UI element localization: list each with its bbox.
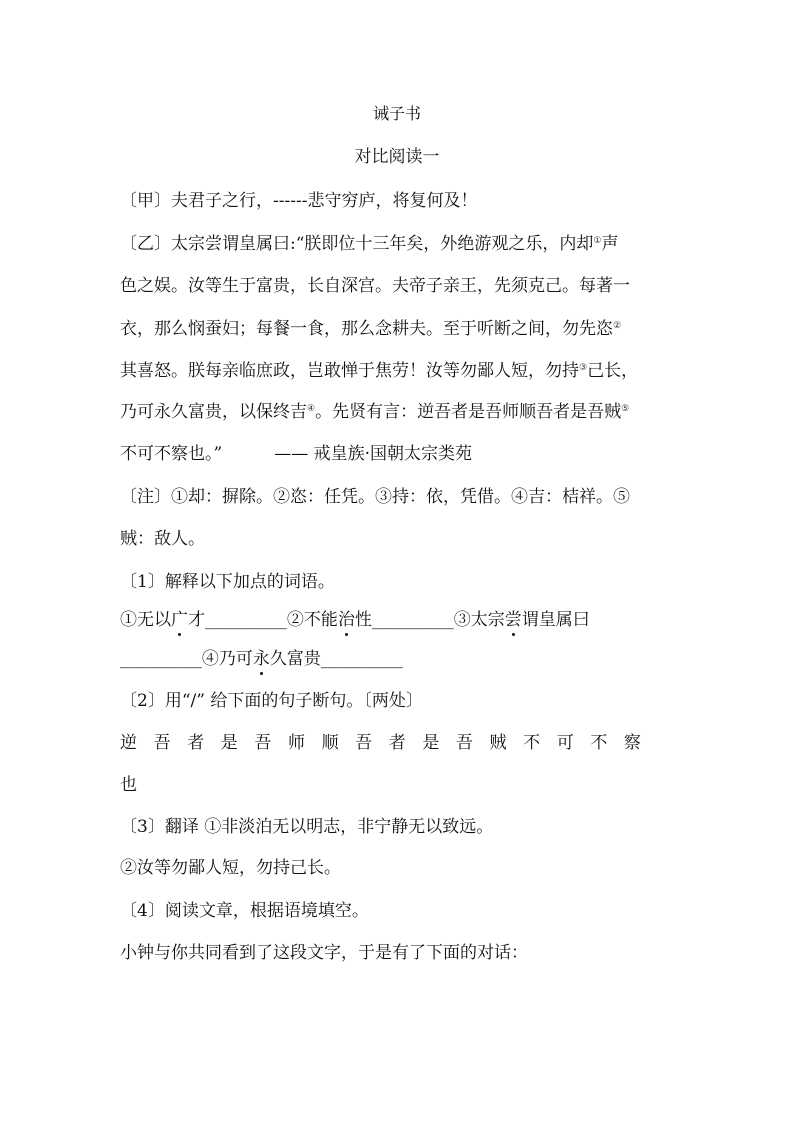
question-4-prompt: 〔4〕阅读文章，根据语境填空。 bbox=[120, 901, 369, 921]
passage-source: —— 戒皇族·国朝太宗类苑 bbox=[274, 444, 473, 464]
passage-yi-line-1 bbox=[120, 233, 619, 255]
sentence-char: 者 bbox=[187, 733, 205, 753]
q1-item-text: ④乃可 bbox=[201, 649, 253, 669]
passage-yi-line-2: 色之娱。汝等生于富贵，长自深宫。夫帝子亲王，先须克己。每著一 bbox=[120, 276, 630, 296]
sentence-char: 吾 bbox=[455, 733, 473, 753]
passage-text: 乃可永久富贵，以保终吉 bbox=[120, 402, 307, 422]
passage-yi-line-6 bbox=[120, 443, 472, 465]
passage-text: 己长， bbox=[587, 361, 639, 381]
question-1-items-line-1 bbox=[120, 609, 590, 631]
question-3-line-2: ②汝等勿鄙人短，勿持己长。 bbox=[120, 858, 341, 878]
passage-text: 衣，那么悯蚕妇；每餐一食，那么念耕夫。至于听断之间，勿先恣 bbox=[120, 319, 613, 339]
passage-text: 不可不察也。” bbox=[120, 444, 223, 464]
passage-yi-line-4 bbox=[120, 360, 638, 382]
footnote-marker: ② bbox=[613, 321, 622, 331]
question-2-sentence-end: 也 bbox=[120, 775, 137, 795]
sentence-char: 逆 bbox=[120, 733, 137, 753]
passage-text: 。先贤有言：逆吾者是吾师顺吾者是吾贼 bbox=[315, 402, 622, 422]
passage-yi-line-3 bbox=[120, 318, 621, 340]
sentence-char: 是 bbox=[422, 733, 440, 753]
dotted-word: 广 bbox=[171, 610, 188, 630]
question-2-sentence bbox=[120, 732, 658, 754]
sentence-char: 师 bbox=[287, 733, 305, 753]
q1-item-text: ①无以 bbox=[120, 610, 171, 630]
sentence-char: 吾 bbox=[153, 733, 171, 753]
footnote-marker: ④ bbox=[307, 404, 316, 414]
question-1-prompt: 〔1〕解释以下加点的词语。 bbox=[120, 572, 335, 592]
sentence-char: 顺 bbox=[321, 733, 339, 753]
sentence-char: 吾 bbox=[254, 733, 272, 753]
sentence-char: 不 bbox=[590, 733, 608, 753]
q1-item-text: 才 bbox=[188, 610, 205, 630]
sentence-char: 不 bbox=[523, 733, 541, 753]
question-4-intro: 小钟与你共同看到了这段文字，于是有了下面的对话： bbox=[120, 943, 528, 963]
question-1-items-line-2 bbox=[120, 648, 403, 670]
q1-item-text: 性 bbox=[354, 610, 372, 630]
passage-text: 其喜怒。朕每亲临庶政，岂敢惮于焦劳！汝等勿鄙人短，勿持 bbox=[120, 361, 579, 381]
page-title: 诫子书 bbox=[372, 104, 421, 123]
passage-text: 〔乙〕太宗尝谓皇属曰:“朕即位十三年矣，外绝游观之乐，内却 bbox=[120, 234, 594, 254]
answer-blank[interactable]: ________ bbox=[205, 610, 287, 630]
question-3-line-1: 〔3〕翻译 ①非淡泊无以明志，非宁静无以致远。 bbox=[120, 817, 494, 837]
answer-blank[interactable]: ________ bbox=[371, 610, 454, 630]
sentence-char: 者 bbox=[388, 733, 406, 753]
notes-line-2: 贼：敌人。 bbox=[120, 529, 205, 549]
q1-item-text: 久富贵 bbox=[269, 649, 321, 669]
sentence-char: 察 bbox=[623, 733, 641, 753]
page-subtitle: 对比阅读一 bbox=[354, 147, 440, 167]
passage-jia: 〔甲〕夫君子之行，------悲守穷庐，将复何及！ bbox=[120, 191, 478, 211]
answer-blank[interactable]: ________ bbox=[120, 649, 202, 669]
footnote-marker: ① bbox=[593, 236, 602, 246]
q1-item-text: 谓皇属曰 bbox=[521, 610, 590, 630]
passage-text: 声 bbox=[601, 234, 619, 254]
q1-item-text: ③太宗 bbox=[453, 610, 505, 630]
dotted-word: 治 bbox=[337, 610, 355, 630]
answer-blank[interactable]: ________ bbox=[320, 649, 403, 669]
dotted-word: 永 bbox=[252, 649, 270, 669]
q1-item-text: ②不能 bbox=[286, 610, 338, 630]
sentence-char: 可 bbox=[556, 733, 574, 753]
question-2-prompt: 〔2〕用“/” 给下面的句子断句。〔两处〕 bbox=[120, 691, 423, 711]
sentence-char: 贼 bbox=[489, 733, 507, 753]
dotted-word: 尝 bbox=[504, 610, 522, 630]
footnote-marker: ③ bbox=[579, 363, 588, 373]
notes-line-1: 〔注〕①却：摒除。②恣：任凭。③持：依，凭借。④吉：桔祥。⑤ bbox=[120, 487, 630, 507]
sentence-char: 吾 bbox=[355, 733, 373, 753]
sentence-char: 是 bbox=[220, 733, 238, 753]
footnote-marker: ⑤ bbox=[621, 404, 630, 414]
passage-yi-line-5 bbox=[120, 401, 629, 423]
